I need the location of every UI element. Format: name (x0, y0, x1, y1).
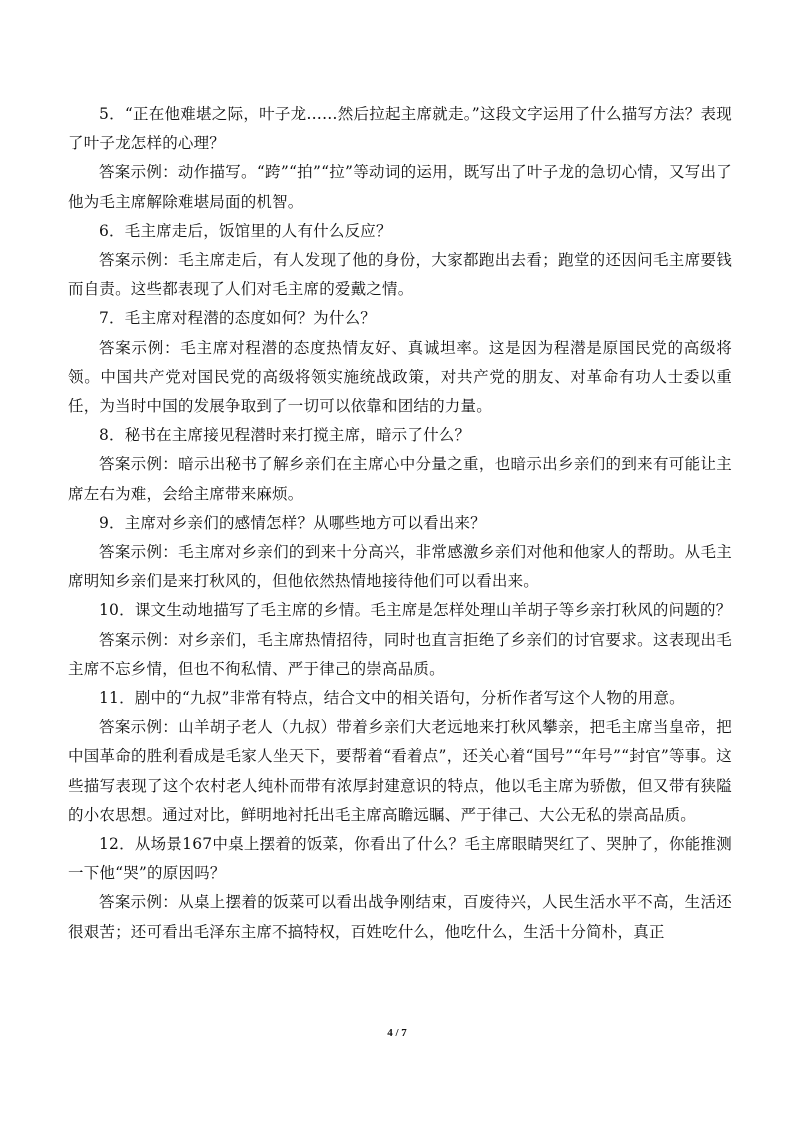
question-10: 10．课文生动地描写了毛主席的乡情。毛主席是怎样处理山羊胡子等乡亲打秋风的问题的？ (99, 601, 732, 620)
answer-12: 答案示例：从桌上摆着的饭菜可以看出战争刚结束，百废待兴，人民生活水平不高，生活还很艰苦；还可看出毛泽东主席不搞特权，百姓吃什么，他吃什么，生活十分简朴，真正 (68, 893, 732, 941)
answer-9: 答案示例：毛主席对乡亲们的到来十分高兴，非常感激乡亲们对他和他家人的帮助。从毛主席明知乡亲们是来打秋风的，但他依然热情地接待他们可以看出来。 (68, 543, 732, 591)
question-5: 5．“正在他难堪之际，叶子龙……然后拉起主席就走。”这段文字运用了什么描写方法？表现了叶子龙怎样的心理？ (68, 105, 732, 153)
question-11: 11．剧中的“九叔”非常有特点，结合文中的相关语句，分析作者写这个人物的用意。 (99, 689, 685, 708)
answer-10: 答案示例：对乡亲们，毛主席热情招待，同时也直言拒绝了乡亲们的讨官要求。这表现出毛主席不忘乡情，但也不徇私情、严于律己的崇高品质。 (68, 630, 732, 678)
question-7: 7．毛主席对程潜的态度如何？为什么？ (99, 309, 376, 328)
question-6: 6．毛主席走后，饭馆里的人有什么反应？ (99, 221, 392, 240)
answer-7: 答案示例：毛主席对程潜的态度热情友好、真诚坦率。这是因为程潜是原国民党的高级将领。中国共产党对国民党的高级将领实施统战政策，对共产党的朋友、对革命有功人士委以重任，为当时中国的发展争取到了一切可以依靠和团结的力量。 (68, 338, 732, 416)
page-number: 4 / 7 (387, 1027, 407, 1039)
answer-5: 答案示例：动作描写。“跨”“拍”“拉”等动词的运用，既写出了叶子龙的急切心情，又写出了他为毛主席解除难堪局面的机智。 (68, 163, 732, 211)
document-body (68, 100, 732, 947)
answer-6: 答案示例：毛主席走后，有人发现了他的身份，大家都跑出去看；跑堂的还因问毛主席要钱而自责。这些都表现了人们对毛主席的爱戴之情。 (68, 251, 732, 299)
answer-11: 答案示例：山羊胡子老人（九叔）带着乡亲们大老远地来打秋风攀亲，把毛主席当皇帝，把中国革命的胜利看成是毛家人坐天下，要帮着“看着点”，还关心着“国号”“年号”“封官”等事。这些描写表现了这个农村老人纯朴而带有浓厚封建意识的特点，他以毛主席为骄傲，但又带有狭隘的小农思想。通过对比，鲜明地衬托出毛主席高瞻远瞩、严于律己、大公无私的崇高品质。 (68, 718, 732, 824)
answer-8: 答案示例：暗示出秘书了解乡亲们在主席心中分量之重，也暗示出乡亲们的到来有可能让主席左右为难，会给主席带来麻烦。 (68, 455, 732, 503)
question-9: 9．主席对乡亲们的感情怎样？从哪些地方可以看出来？ (99, 513, 486, 532)
question-12: 12．从场景167中桌上摆着的饭菜，你看出了什么？毛主席眼睛哭红了、哭肿了，你能推测一下他“哭”的原因吗？ (68, 835, 732, 883)
question-8: 8．秘书在主席接见程潜时来打搅主席，暗示了什么？ (99, 426, 471, 445)
